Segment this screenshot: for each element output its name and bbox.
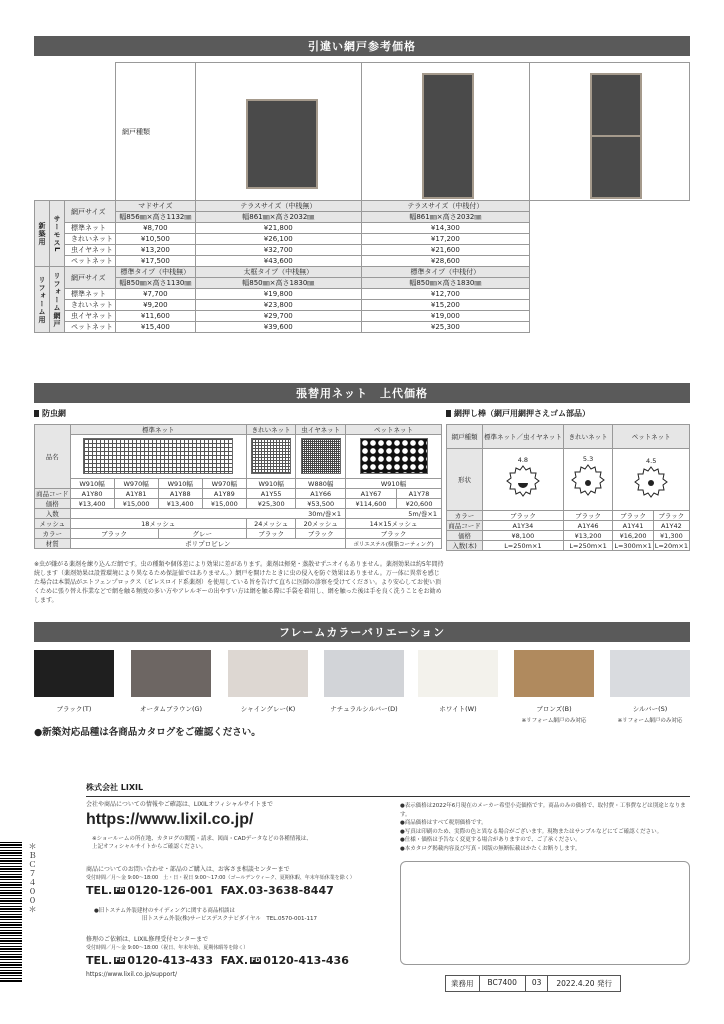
swatch-note: ※リフォーム網戸のみ対応 — [617, 718, 683, 724]
mesh-pet-image — [360, 438, 428, 474]
freedial-icon: FD — [115, 957, 125, 964]
group-new-sub: サーモスL — [50, 201, 65, 267]
price-cell: ¥17,200 — [361, 234, 529, 245]
net-name: 虫イヤネット — [296, 425, 346, 435]
group-reform: リフォーム用 — [35, 267, 50, 333]
reform-col-dim: 幅850㎜×高さ1830㎜ — [361, 278, 529, 289]
price-cell: ¥53,500 — [296, 499, 346, 509]
price-cell: ¥15,000 — [202, 499, 246, 509]
empty-corner — [35, 63, 116, 201]
price-cell: ¥114,600 — [346, 499, 397, 509]
dealer-stamp-box — [400, 861, 690, 965]
net-name: ペットネット — [346, 425, 442, 435]
price-cell: ¥29,700 — [195, 311, 361, 322]
repair-lead: 修理のご依頼は、LIXIL修理受付センターまで — [86, 936, 209, 943]
hin-label: 品名 — [35, 425, 71, 489]
rod-price-label: 価格 — [447, 531, 483, 541]
material-cell: ポリエステル(樹脂コーティング) — [346, 539, 442, 549]
reform-col-dim: 幅850㎜×高さ1830㎜ — [195, 278, 361, 289]
new-col-name: テラスサイズ（中桟付） — [361, 201, 529, 212]
code-cell: A1Y89 — [202, 489, 246, 499]
rod-profile-icon — [568, 463, 608, 503]
rod-profile-icon — [633, 465, 669, 501]
freedial-icon: FD — [251, 957, 261, 964]
rod-type-label: 網戸種類 — [447, 425, 483, 449]
swatch-label: ブラック(T) — [56, 705, 92, 713]
rod-col: 標準ネット／虫イヤネット — [482, 425, 563, 449]
price-label: 価格 — [35, 499, 71, 509]
price-cell: ¥15,000 — [114, 499, 158, 509]
repair-hours: 受付時間／月〜金 9:00〜18:00（祝日、年末年始、夏期休暇等を除く） — [86, 945, 249, 951]
net-table — [34, 424, 442, 549]
group-new: 新築用 — [35, 201, 50, 267]
mesh-label: メッシュ — [35, 519, 71, 529]
width-cell: W910幅 — [346, 479, 442, 489]
price-cell: ¥26,100 — [195, 234, 361, 245]
row-label: きれいネット — [65, 300, 116, 311]
rod-price: ¥8,100 — [482, 531, 563, 541]
price-cell: ¥7,700 — [116, 289, 196, 300]
code-cell: A1Y66 — [296, 489, 346, 499]
consult-phone[interactable] — [86, 884, 334, 897]
tel-prefix: TEL. — [86, 954, 113, 967]
new-col-dim: 幅856㎜×高さ1132㎜ — [116, 212, 196, 223]
row-label: 虫イヤネット — [65, 311, 116, 322]
size-label-new: 網戸サイズ — [65, 201, 116, 223]
rod-qty: L=250m×1 — [563, 541, 613, 551]
swatch-silver — [610, 650, 690, 697]
rod-color: ブラック — [613, 511, 653, 521]
code-cell: A1Y88 — [158, 489, 202, 499]
code-cell: 03 — [526, 975, 549, 992]
rod-code: A1Y42 — [653, 521, 689, 531]
official-site-link[interactable]: https://www.lixil.co.jp/ — [86, 811, 254, 828]
shape-label: 形状 — [447, 449, 483, 511]
price-cell: ¥17,500 — [116, 256, 196, 267]
price-cell: ¥21,800 — [195, 223, 361, 234]
price-cell: ¥20,600 — [397, 499, 442, 509]
price-cell: ¥11,600 — [116, 311, 196, 322]
tel-number: 0120-126-001 — [127, 884, 213, 897]
repair-phone[interactable] — [86, 954, 349, 967]
swatch-shine-gray — [228, 650, 308, 697]
rod-color: ブラック — [482, 511, 563, 521]
consult-lead: 商品についてのお問い合わせ・部品のご購入は、お客さま相談センターまで — [86, 866, 290, 873]
footer-divider — [86, 796, 690, 797]
catalog-code-row — [445, 975, 621, 992]
price-cell: ¥21,600 — [361, 245, 529, 256]
color-label: カラー — [35, 529, 71, 539]
row-label: ペットネット — [65, 322, 116, 333]
mesh-cell: 20メッシュ — [296, 519, 346, 529]
code-label: 商品コード — [36, 490, 69, 498]
new-col-dim: 幅861㎜×高さ2032㎜ — [195, 212, 361, 223]
width-cell: W880幅 — [296, 479, 346, 489]
reform-col-name: 太框タイプ（中桟無） — [195, 267, 361, 278]
swatch-label: オータムブラウン(G) — [139, 705, 203, 713]
price-cell: ¥39,600 — [195, 322, 361, 333]
qty-cell: 30m/巻×1 — [70, 509, 346, 519]
siding-tel: 旧トステム外装(株)サービスデスクナビダイヤル TEL.0570-001-117 — [142, 916, 317, 922]
code-cell: 業務用 — [445, 975, 480, 992]
rod-price: ¥16,200 — [613, 531, 653, 541]
size-label-reform: 網戸サイズ — [65, 267, 116, 289]
section-header-color: フレームカラーバリエーション — [34, 622, 690, 642]
code-cell: A1Y67 — [346, 489, 397, 499]
mesh-cell: 18メッシュ — [70, 519, 246, 529]
barcode-text: ＊ＢＣ７４００＊ — [28, 842, 37, 914]
price-cell: ¥25,300 — [246, 499, 296, 509]
barcode — [0, 842, 22, 982]
site-lead: 会社や商品についての情報やご確認は、LIXILオフィシャルサイトまで — [86, 801, 274, 808]
subtitle-net-rod: 網押し棒（網戸用網押さえゴム部品） — [446, 408, 590, 419]
footer-notes — [400, 802, 690, 853]
rod-color: ブラック — [563, 511, 613, 521]
rod-qty: L=20m×1 — [654, 541, 688, 550]
mesh-cell: 24メッシュ — [246, 519, 296, 529]
screen-door-image-terrace — [422, 73, 474, 199]
price-cell: ¥13,400 — [158, 499, 202, 509]
swatch-label: シャイングレー(K) — [240, 705, 296, 713]
price-cell: ¥14,300 — [361, 223, 529, 234]
mesh-standard-image — [83, 438, 233, 474]
new-build-notice: ●新築対応品種は各商品カタログをご確認ください。 — [34, 727, 261, 738]
row-label: ペットネット — [65, 256, 116, 267]
footer-note: ●写真は印刷のため、実際の色と異なる場合がございます。現物またはサンプルなどにてご確認ください。 — [400, 828, 663, 835]
rod-color-label: カラー — [447, 511, 483, 521]
reform-col-name: 標準タイプ（中桟無） — [116, 267, 196, 278]
price-cell: ¥43,600 — [195, 256, 361, 267]
width-cell: W970幅 — [202, 479, 246, 489]
rod-col: ペットネット — [613, 425, 690, 449]
price-cell: ¥9,200 — [116, 300, 196, 311]
rod-dim: 4.5 — [646, 456, 657, 465]
price-cell: ¥13,200 — [116, 245, 196, 256]
rod-code: A1Y34 — [482, 521, 563, 531]
window-image-cell-3 — [529, 63, 689, 201]
rod-code-label: 商品コード — [448, 522, 481, 530]
swatch-white — [418, 650, 498, 697]
code-cell: A1Y78 — [397, 489, 442, 499]
price-cell: ¥32,700 — [195, 245, 361, 256]
rod-qty: L=300m×1 — [614, 541, 652, 550]
width-cell: W910幅 — [246, 479, 296, 489]
color-cell: ブラック — [70, 529, 158, 539]
fax-prefix: FAX. — [220, 954, 249, 967]
swatch-autumn-brown — [131, 650, 211, 697]
rod-code: A1Y41 — [613, 521, 653, 531]
row-label: 標準ネット — [65, 223, 116, 234]
code-cell: A1Y80 — [70, 489, 114, 499]
width-cell: W910幅 — [70, 479, 114, 489]
new-col-dim: 幅861㎜×高さ2032㎜ — [361, 212, 529, 223]
rod-color: ブラック — [653, 511, 689, 521]
site-note: ※ショールームの所在地、カタログの閲覧・請求、図面・CADデータなどの各種情報は、 — [92, 836, 312, 842]
swatch-note: ※リフォーム網戸のみ対応 — [521, 718, 587, 724]
price-cell: ¥15,200 — [361, 300, 529, 311]
material-label: 材質 — [35, 539, 71, 549]
price-cell: ¥19,000 — [361, 311, 529, 322]
rod-dim: 4.8 — [517, 455, 529, 464]
swatch-label: ブロンズ(B) — [536, 705, 572, 713]
row-label: 標準ネット — [65, 289, 116, 300]
screen-door-image-mado — [246, 99, 318, 189]
new-col-name: テラスサイズ（中桟無） — [195, 201, 361, 212]
tel-number: 0120-413-433 — [127, 954, 213, 967]
price-table — [34, 62, 690, 333]
width-cell: W910幅 — [158, 479, 202, 489]
footer-note: ●本カタログ掲載内容及び写真・図版の無断転載はかたくお断りします。 — [400, 845, 581, 852]
mesh-clean-image — [251, 438, 291, 474]
net-name: 標準ネット — [70, 425, 246, 435]
swatch-label: ナチュラルシルバー(D) — [330, 705, 398, 713]
qty-label: 入数 — [35, 509, 71, 519]
color-cell: ブラック — [246, 529, 296, 539]
code-cell: A1Y55 — [246, 489, 296, 499]
group-reform-sub: リフォーム網戸 — [50, 267, 65, 333]
price-cell: ¥10,500 — [116, 234, 196, 245]
row-label: 虫イヤネット — [65, 245, 116, 256]
rod-price: ¥13,200 — [563, 531, 613, 541]
site-note: 上記オフィシャルサイトからご確認ください。 — [92, 844, 207, 850]
rod-col: きれいネット — [563, 425, 613, 449]
footer-note: ●商品価格はすべて税別価格です。 — [400, 820, 487, 826]
tel-prefix: TEL. — [86, 884, 113, 897]
swatch-bronze — [514, 650, 594, 697]
swatch-natural-silver — [324, 650, 404, 697]
material-cell: ポリプロピレン — [70, 539, 346, 549]
rod-dim: 5.3 — [582, 454, 594, 463]
code-cell: 2022.4.20 発行 — [548, 975, 621, 992]
price-cell: ¥13,400 — [70, 499, 114, 509]
new-col-name: マドサイズ — [116, 201, 196, 212]
price-cell: ¥23,800 — [195, 300, 361, 311]
code-cell: BC7400 — [480, 975, 526, 992]
price-cell: ¥15,400 — [116, 322, 196, 333]
price-cell: ¥8,700 — [116, 223, 196, 234]
qty-cell: 5m/巻×1 — [346, 509, 442, 519]
screen-door-image-terrace-mullion — [590, 73, 642, 199]
mesh-cell: 14×15メッシュ — [346, 519, 442, 529]
mesh-insect-image — [301, 438, 341, 474]
reform-col-name: 標準タイプ（中桟付） — [361, 267, 529, 278]
support-link[interactable]: https://www.lixil.co.jp/support/ — [86, 971, 178, 978]
price-cell: ¥12,700 — [361, 289, 529, 300]
swatch-black — [34, 650, 114, 697]
consult-hours: 受付時間／月〜金 9:00〜18:00 土・日・祝日 9:00〜17:00（ゴールデンウィーク、夏期休暇、年末年始休業を除く） — [86, 875, 355, 881]
section-header-net: 張替用ネット 上代価格 — [34, 383, 690, 403]
company-name: 株式会社 LIXIL — [86, 783, 144, 792]
color-cell: ブラック — [346, 529, 442, 539]
reform-col-dim: 幅850㎜×高さ1130㎜ — [116, 278, 196, 289]
rod-profile-icon — [504, 464, 542, 502]
rod-code: A1Y46 — [563, 521, 613, 531]
price-cell: ¥19,800 — [195, 289, 361, 300]
rod-qty: L=250m×1 — [482, 541, 563, 551]
net-name: きれいネット — [246, 425, 296, 435]
rod-price: ¥1,300 — [653, 531, 689, 541]
swatch-label: シルバー(S) — [632, 705, 668, 713]
subtitle-insect-net: 防虫網 — [34, 408, 66, 419]
siding-note: ●旧トステム外装建材のサイディングに関する商品相談は — [94, 908, 235, 914]
code-cell: A1Y81 — [114, 489, 158, 499]
fax-number: FAX.03-3638-8447 — [220, 884, 334, 897]
swatch-label: ホワイト(W) — [439, 705, 477, 713]
price-cell: ¥28,600 — [361, 256, 529, 267]
color-cell: ブラック — [296, 529, 346, 539]
color-cell: グレー — [158, 529, 246, 539]
window-image-cell-2 — [361, 63, 529, 201]
footer-note: ●表示価格は2022年6月現在のメーカー希望小売価格です。商品のみの価格で、取付費・工事費などは別途となります。 — [400, 803, 686, 818]
insect-net-note: ※虫が嫌がる薬剤を練り込んだ網です。虫の種類や個体差により効果に差があります。薬剤は揮発・蒸散せずニオイもありません。薬剤効果は約5年間持続します（薬剤効果は設置環境により異なるため保証値ではありません。）網戸を開けたときに虫の侵入を防ぐ効果はありません。万一体に異常を感じた場合は本製品がエトフェンプロックス（ピレスロイド系薬剤）を使用している旨を告げて直ちに医師の診察を受けてください。より安心してお使い頂くために張り替え作業などで網を触る頻度の多い方やアレルギーの出やすい方は網を触る際に手袋を着用し、網を触った後は手を良く洗うことをお勧めします。 — [34, 561, 444, 604]
freedial-icon: FD — [115, 887, 125, 894]
footer-note: ●仕様・価格は予告なく変更する場合がありますので、ご了承ください。 — [400, 837, 581, 843]
rod-qty-label: 入数(本) — [447, 541, 483, 551]
fax-number: 0120-413-436 — [263, 954, 349, 967]
width-cell: W970幅 — [114, 479, 158, 489]
window-image-cell-1 — [195, 63, 361, 201]
row-label: きれいネット — [65, 234, 116, 245]
type-label: 網戸種類 — [116, 63, 196, 201]
section-header-price: 引違い網戸参考価格 — [34, 36, 690, 56]
rod-table — [446, 424, 690, 551]
price-cell: ¥25,300 — [361, 322, 529, 333]
